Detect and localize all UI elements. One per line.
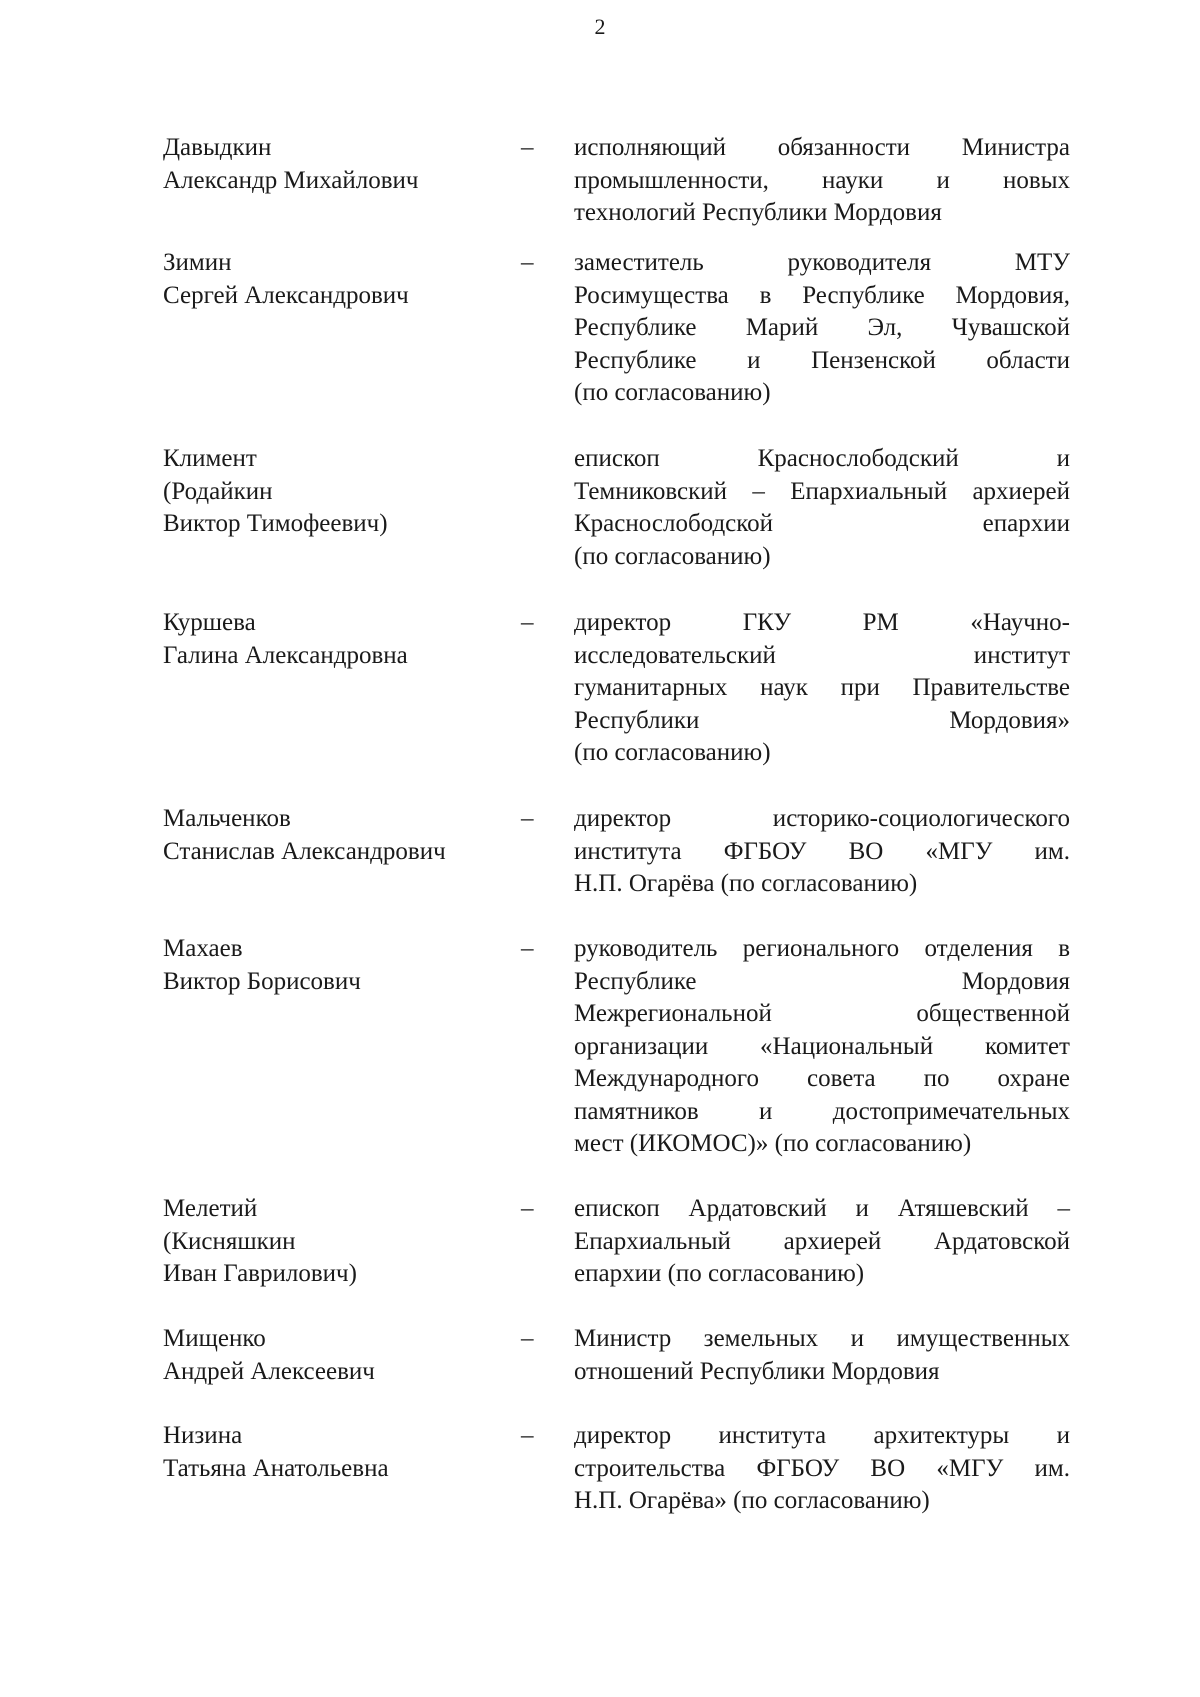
member-name-line: Зимин	[163, 249, 232, 276]
position-line: гуманитарных наук при Правительстве	[574, 674, 1070, 701]
page-number: 2	[594, 14, 606, 39]
separator-dash: –	[521, 134, 534, 161]
member-name-line: Мелетий	[163, 1195, 258, 1222]
position-line: (по согласованию)	[574, 379, 771, 406]
position-line: епархии (по согласованию)	[574, 1260, 865, 1287]
member-position	[574, 1323, 1070, 1388]
member-name-line: Низина	[163, 1422, 243, 1449]
position-line: Епархиальный архиерей Ардатовской	[574, 1227, 1070, 1255]
member-name-line: (Родайкин	[163, 477, 273, 505]
member-position	[574, 803, 1070, 901]
member-name	[163, 1193, 523, 1291]
member-name-line: Александр Михайлович	[163, 166, 419, 194]
member-name-line: Сергей Александрович	[163, 281, 409, 309]
member-name-line: Татьяна Анатольевна	[163, 1454, 389, 1482]
member-position	[574, 1420, 1070, 1518]
position-line: Росимущества в Республике Мордовия,	[574, 281, 1070, 309]
member-name	[163, 1420, 523, 1485]
separator-dash: –	[521, 249, 534, 276]
separator-dash: –	[521, 609, 534, 636]
position-line: исполняющий обязанности Министра	[574, 134, 1070, 161]
member-position	[574, 443, 1070, 573]
member-name-line: Виктор Борисович	[163, 967, 361, 995]
position-line: Республике Мордовия	[574, 967, 1070, 995]
position-line: Республике Марий Эл, Чувашской	[574, 314, 1070, 341]
position-line: института ФГБОУ ВО «МГУ им.	[574, 837, 1070, 865]
member-name-line: Мальченков	[163, 805, 291, 832]
position-line: епископ Краснослободский и	[574, 445, 1070, 472]
member-position	[574, 933, 1070, 1161]
separator-dash: –	[521, 1422, 534, 1449]
member-name	[163, 803, 523, 868]
position-line: Министр земельных и имущественных	[574, 1325, 1070, 1352]
separator-dash: –	[521, 1325, 534, 1352]
position-line: памятников и достопримечательных	[574, 1097, 1070, 1125]
position-line: Темниковский – Епархиальный архиерей	[574, 477, 1070, 505]
member-name-line: Мищенко	[163, 1325, 266, 1352]
member-position	[574, 607, 1070, 770]
member-name-line: Андрей Алексеевич	[163, 1357, 375, 1385]
position-line: (по согласованию)	[574, 542, 771, 570]
position-line: Межрегиональной общественной	[574, 1000, 1070, 1027]
member-name-line: Станислав Александрович	[163, 837, 446, 865]
position-line: директор института архитектуры и	[574, 1422, 1070, 1449]
member-name-line: Куршева	[163, 609, 256, 636]
member-name	[163, 132, 523, 197]
member-name	[163, 247, 523, 312]
position-line: строительства ФГБОУ ВО «МГУ им.	[574, 1454, 1070, 1482]
member-name	[163, 443, 523, 541]
member-name-line: Виктор Тимофеевич)	[163, 510, 388, 537]
position-line: Н.П. Огарёва» (по согласованию)	[574, 1487, 930, 1514]
position-line: Международного совета по охране	[574, 1065, 1070, 1092]
position-line: руководитель регионального отделения в	[574, 935, 1070, 962]
position-line: (по согласованию)	[574, 739, 771, 766]
member-position	[574, 1193, 1070, 1291]
member-name-line: Иван Гаврилович)	[163, 1260, 357, 1287]
position-line: заместитель руководителя МТУ	[574, 249, 1070, 276]
position-line: директор ГКУ РМ «Научно-	[574, 609, 1070, 636]
position-line: Республике и Пензенской области	[574, 346, 1070, 374]
separator-dash: –	[521, 805, 534, 832]
member-name	[163, 933, 523, 998]
position-line: исследовательский институт	[574, 641, 1070, 669]
member-name	[163, 1323, 523, 1388]
member-name-line: Климент	[163, 445, 257, 472]
member-name	[163, 607, 523, 672]
member-position	[574, 132, 1070, 230]
position-line: отношений Республики Мордовия	[574, 1357, 940, 1385]
position-line: промышленности, науки и новых	[574, 166, 1070, 194]
position-line: технологий Республики Мордовия	[574, 199, 942, 226]
position-line: Н.П. Огарёва (по согласованию)	[574, 870, 918, 897]
member-name-line: Галина Александровна	[163, 641, 408, 669]
position-line: организации «Национальный комитет	[574, 1032, 1070, 1060]
separator-dash: –	[521, 1195, 534, 1222]
position-line: Республики Мордовия»	[574, 706, 1070, 734]
position-line: мест (ИКОМОС)» (по согласованию)	[574, 1130, 972, 1157]
position-line: Краснослободской епархии	[574, 510, 1070, 537]
member-name-line: Махаев	[163, 935, 243, 962]
member-name-line: Давыдкин	[163, 134, 272, 161]
member-position	[574, 247, 1070, 410]
separator-dash: –	[521, 935, 534, 962]
position-line: директор историко-социологического	[574, 805, 1070, 832]
position-line: епископ Ардатовский и Атяшевский –	[574, 1195, 1070, 1222]
member-name-line: (Кисняшкин	[163, 1227, 296, 1255]
